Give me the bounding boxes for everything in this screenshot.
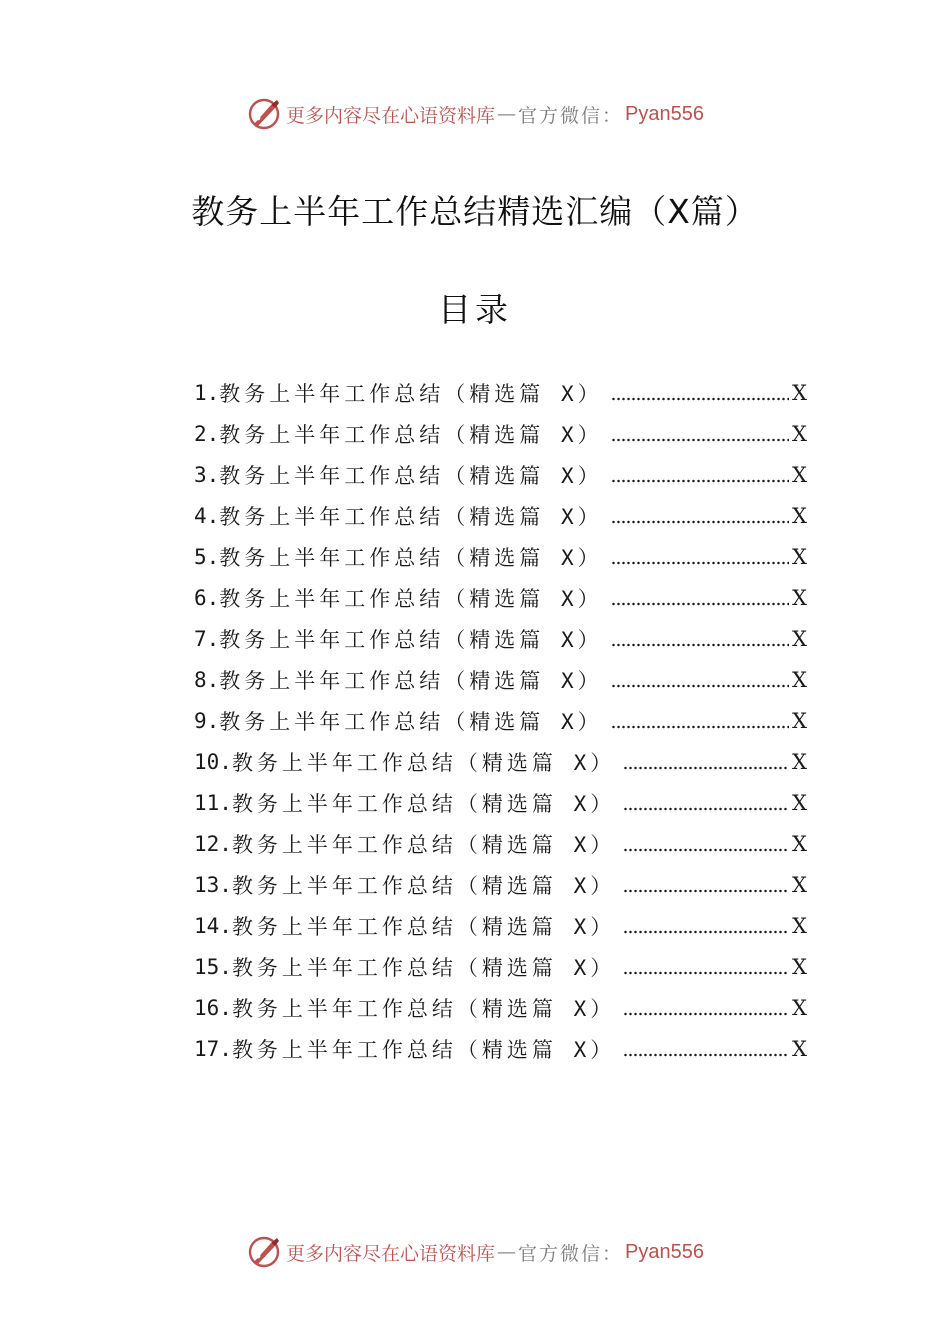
toc-entry-text: 教务上半年工作总结（精选篇 X） (231, 914, 616, 939)
brand-logo-icon (246, 96, 282, 132)
toc-leader-dots (611, 520, 789, 524)
toc-leader-dots (611, 643, 789, 647)
toc-entry-text: 教务上半年工作总结（精选篇 X） (219, 545, 603, 570)
toc-entry-text: 教务上半年工作总结（精选篇 X） (219, 381, 603, 406)
toc-entry-14[interactable] (194, 905, 807, 946)
toc-entry-number: 1. (194, 380, 220, 405)
banner-slogan: 更多内容尽在心语资料库 (286, 104, 496, 127)
toc-entry-page: X (792, 1036, 807, 1061)
toc-entry-7[interactable] (194, 618, 807, 659)
toc-entry-page: X (792, 380, 807, 405)
toc-entry-8[interactable] (194, 659, 807, 700)
toc-entry-5[interactable] (194, 536, 807, 577)
toc-entry-3[interactable] (194, 454, 807, 495)
toc-entry-text: 教务上半年工作总结（精选篇 X） (231, 832, 616, 857)
toc-leader-dots (623, 1012, 789, 1016)
toc-entry-text: 教务上半年工作总结（精选篇 X） (231, 791, 616, 816)
toc-entry-number: 16. (194, 995, 232, 1020)
toc-entry-page: X (792, 667, 807, 692)
toc-entry-text: 教务上半年工作总结（精选篇 X） (231, 955, 616, 980)
banner-separator: — (497, 1241, 517, 1263)
toc-entry-16[interactable] (194, 987, 807, 1028)
toc-entry-text: 教务上半年工作总结（精选篇 X） (219, 504, 603, 529)
toc-entry-10[interactable] (194, 741, 807, 782)
toc-entry-13[interactable] (194, 864, 807, 905)
table-of-contents (194, 372, 807, 1069)
toc-entry-number: 9. (194, 708, 220, 733)
toc-leader-dots (611, 397, 789, 401)
toc-entry-page: X (792, 626, 807, 651)
wechat-label: 官方微信： (518, 1242, 624, 1265)
toc-leader-dots (611, 438, 789, 442)
toc-leader-dots (611, 684, 789, 688)
toc-entry-6[interactable] (194, 577, 807, 618)
toc-entry-text: 教务上半年工作总结（精选篇 X） (219, 709, 603, 734)
toc-entry-text: 教务上半年工作总结（精选篇 X） (219, 422, 603, 447)
toc-entry-text: 教务上半年工作总结（精选篇 X） (219, 627, 603, 652)
toc-entry-number: 8. (194, 667, 220, 692)
banner-separator: — (497, 103, 517, 125)
toc-leader-dots (623, 766, 789, 770)
toc-entry-12[interactable] (194, 823, 807, 864)
toc-entry-9[interactable] (194, 700, 807, 741)
toc-leader-dots (623, 889, 789, 893)
toc-entry-11[interactable] (194, 782, 807, 823)
toc-heading: 目录 (438, 290, 512, 329)
toc-entry-page: X (792, 872, 807, 897)
toc-leader-dots (611, 602, 789, 606)
wechat-label: 官方微信： (518, 104, 624, 127)
toc-entry-number: 4. (194, 503, 220, 528)
toc-entry-page: X (792, 585, 807, 610)
wechat-id: Pyan556 (625, 102, 704, 125)
brand-logo-icon (246, 1234, 282, 1270)
toc-leader-dots (611, 479, 789, 483)
toc-entry-number: 5. (194, 544, 220, 569)
toc-entry-text: 教务上半年工作总结（精选篇 X） (231, 873, 616, 898)
header-banner (0, 94, 950, 134)
document-title: 教务上半年工作总结精选汇编（X篇） (191, 192, 759, 231)
toc-entry-number: 6. (194, 585, 220, 610)
toc-entry-15[interactable] (194, 946, 807, 987)
toc-entry-1[interactable] (194, 372, 807, 413)
toc-entry-text: 教务上半年工作总结（精选篇 X） (219, 463, 603, 488)
wechat-id: Pyan556 (625, 1240, 704, 1263)
toc-entry-text: 教务上半年工作总结（精选篇 X） (231, 750, 616, 775)
toc-entry-page: X (792, 831, 807, 856)
toc-entry-2[interactable] (194, 413, 807, 454)
toc-entry-number: 7. (194, 626, 220, 651)
toc-entry-page: X (792, 421, 807, 446)
toc-entry-text: 教务上半年工作总结（精选篇 X） (231, 1037, 616, 1062)
toc-entry-page: X (792, 749, 807, 774)
toc-entry-number: 2. (194, 421, 220, 446)
toc-entry-number: 3. (194, 462, 220, 487)
toc-entry-page: X (792, 462, 807, 487)
toc-leader-dots (623, 930, 789, 934)
toc-leader-dots (611, 725, 789, 729)
toc-entry-page: X (792, 954, 807, 979)
toc-entry-number: 12. (194, 831, 232, 856)
toc-entry-page: X (792, 544, 807, 569)
toc-entry-4[interactable] (194, 495, 807, 536)
toc-entry-number: 10. (194, 749, 232, 774)
toc-entry-number: 15. (194, 954, 232, 979)
toc-leader-dots (611, 561, 789, 565)
banner-slogan: 更多内容尽在心语资料库 (286, 1242, 496, 1265)
toc-leader-dots (623, 1053, 789, 1057)
toc-entry-page: X (792, 708, 807, 733)
toc-entry-page: X (792, 503, 807, 528)
toc-entry-page: X (792, 995, 807, 1020)
toc-entry-number: 13. (194, 872, 232, 897)
toc-leader-dots (623, 807, 789, 811)
toc-leader-dots (623, 971, 789, 975)
toc-entry-number: 17. (194, 1036, 232, 1061)
toc-entry-page: X (792, 790, 807, 815)
toc-entry-17[interactable] (194, 1028, 807, 1069)
toc-entry-text: 教务上半年工作总结（精选篇 X） (219, 586, 603, 611)
toc-entry-page: X (792, 913, 807, 938)
toc-leader-dots (623, 848, 789, 852)
footer-banner (0, 1232, 950, 1272)
toc-entry-text: 教务上半年工作总结（精选篇 X） (231, 996, 616, 1021)
toc-entry-number: 14. (194, 913, 232, 938)
toc-entry-text: 教务上半年工作总结（精选篇 X） (219, 668, 603, 693)
toc-entry-number: 11. (194, 790, 232, 815)
